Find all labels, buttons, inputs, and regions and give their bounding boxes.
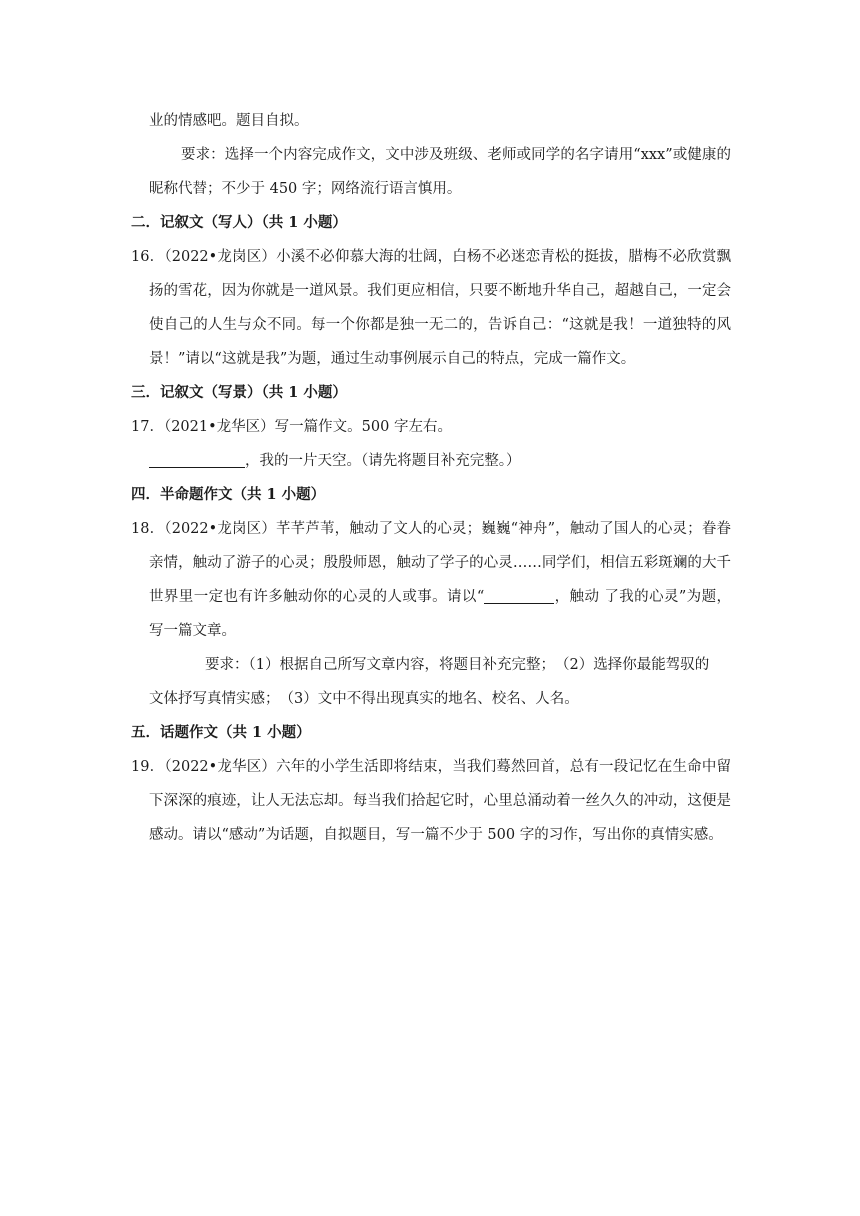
fill-suffix: ，我的一片天空。（请先将题目补充完整。） [245,453,521,469]
title-blank [484,585,554,604]
question-18-requirement-1: 要求：（1）根据自己所写文章内容，将题目补充完整； （2）选择你最能驾驭的 [205,657,710,673]
fill-blank [149,449,245,468]
question-text-before-blank: 芊芊芦苇，触动了文人的心灵；巍巍“神舟”，触动了国人的心灵；眷眷亲情，触动了游子的心灵；殷殷师恩，触动了学子的心灵……同学们，相信五彩斑斓的大千世界里一定也有许多触动你的心灵的人或事。请以“ [149,521,732,605]
question-text: 写一篇作文。500 字左右。 [274,419,452,435]
page-content [131,104,731,852]
question-19 [131,750,731,852]
question-source: （2022•龙岗区） [164,521,277,537]
question-text-after-blank: ，触动 了我的心灵”为题，写一篇文章。 [149,589,731,639]
question-source: （2021•龙华区） [163,419,275,435]
section-heading-4: 四．半命题作文（共 1 小题） [131,486,326,503]
question-number: 17． [131,419,164,435]
question-17 [131,410,731,444]
section-heading-2: 二．记叙文（写人）（共 1 小题） [131,214,347,231]
question-text: 小溪不必仰慕大海的壮阔，白杨不必迷恋青松的挺拔，腊梅不必欣赏飘扬的雪花，因为你就是一道风景。我们更应相信，只要不断地升华自己，超越自己，一定会使自己的人生与众不同。每一个你都是独一无二的，告诉自己：“这就是我！一道独特的风景！”请以“这就是我”为题，通过生动事例展示自己的特点，完成一篇作文。 [149,249,731,367]
question-16 [131,240,731,376]
question-source: （2022•龙华区） [164,759,277,775]
question-number: 19． [131,759,165,775]
question-text: 六年的小学生活即将结束，当我们蓦然回首，总有一段记忆在生命中留下深深的痕迹，让人无法忘却。每当我们拾起它时，心里总涌动着一丝久久的冲动，这便是感动。请以“感动”为话题，自拟题目，写一篇不少于 500 字的习作，写出你的真情实感。 [149,759,731,843]
question-number: 18． [131,521,165,537]
question-number: 16． [131,249,165,265]
section-heading-3: 三．记叙文（写景）（共 1 小题） [131,384,347,401]
continuation-requirement: 要求：选择一个内容完成作文，文中涉及班级、老师或同学的名字请用“xxx”或健康的昵称代替；不少于 450 字；网络流行语言慎用。 [149,147,731,197]
continuation-line: 业的情感吧。题目自拟。 [149,113,309,129]
question-source: （2022•龙岗区） [164,249,277,265]
question-18-requirement-2: 文体抒写真情实感； （3）文中不得出现真实的地名、校名、人名。 [149,691,579,707]
section-heading-5: 五．话题作文（共 1 小题） [131,724,311,741]
question-18 [131,512,731,648]
question-17-fill-line [131,444,731,478]
